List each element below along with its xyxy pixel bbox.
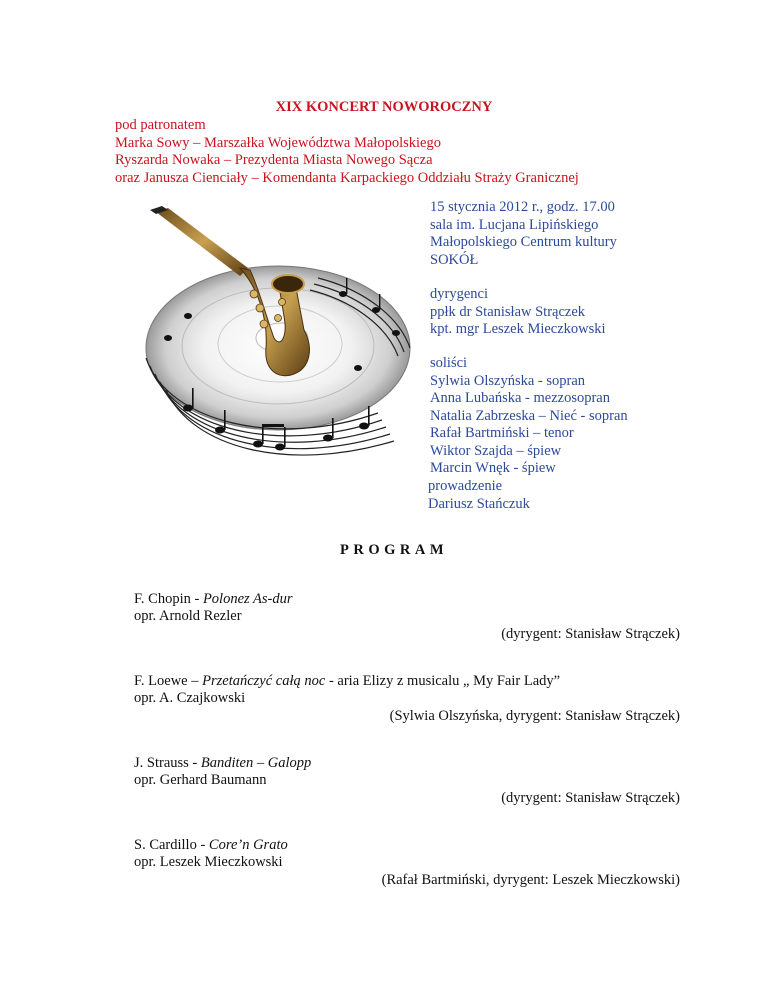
venue-block [430, 198, 617, 268]
hall-name: sala im. Lucjana Lipińskiego [430, 216, 599, 233]
work-title: Banditen – Galopp [200, 755, 312, 771]
program-item-4-performers: (Rafał Bartmiński, dyrygent: Leszek Mieczkowski) [381, 872, 680, 888]
patron-mayor: Ryszarda Nowaka – Prezydenta Miasta Nowego Sącza [115, 152, 433, 168]
host-block [428, 477, 530, 512]
soloist-3: Natalia Zabrzeska – Nieć - sopran [430, 407, 628, 424]
date-time: 15 stycznia 2012 r., godz. 17.00 [430, 199, 615, 215]
soloist-2: Anna Lubańska - mezzosopran [430, 390, 610, 406]
program-item-1-performers: (dyrygent: Stanisław Strączek) [501, 626, 680, 642]
program-item-2-arranger: opr. A. Czajkowski [134, 690, 246, 706]
program-item-1-title [134, 590, 293, 608]
program-item-4-arranger: opr. Leszek Mieczkowski [134, 854, 283, 870]
conductors-heading: dyrygenci [430, 286, 488, 302]
culture-center: Małopolskiego Centrum kultury [430, 234, 617, 250]
composer: J. Strauss - [134, 755, 201, 771]
program-item-4-title [134, 836, 288, 854]
patronage-intro: pod patronatem [115, 117, 206, 133]
soloist-1: Sylwia Olszyńska - sopran [430, 372, 586, 389]
work-extra: aria Elizy z musicalu „ My Fair Lady” [337, 673, 561, 689]
work-title: Core’n Grato [208, 837, 288, 853]
soloist-4: Rafał Bartmiński – tenor [430, 425, 574, 441]
patron-marshal: Marka Sowy – Marszałka Województwa Małopolskiego [115, 134, 441, 151]
soloist-6: Marcin Wnęk - śpiew [430, 460, 556, 476]
concert-title: XIX KONCERT NOWOROCZNY [275, 99, 493, 115]
program-item-3-title [134, 754, 311, 772]
soloists-heading: soliści [430, 355, 468, 371]
composer: F. Loewe – [134, 673, 203, 689]
composer: S. Cardillo - [134, 837, 209, 853]
program-heading: PROGRAM [340, 542, 449, 558]
composer: F. Chopin - [134, 591, 203, 607]
venue-name: SOKÓŁ [430, 251, 479, 268]
soloist-5: Wiktor Szajda – śpiew [430, 442, 562, 459]
host-name: Dariusz Stańczuk [428, 495, 530, 512]
work-title: Polonez As-dur [202, 591, 293, 607]
host-heading: prowadzenie [428, 478, 503, 494]
patron-commander: oraz Janusza Cienciały – Komendanta Karpackiego Oddziału Straży Granicznej [115, 169, 579, 186]
conductor-2: kpt. mgr Leszek Mieczkowski [430, 321, 606, 337]
program-item-1-arranger: opr. Arnold Rezler [134, 608, 242, 624]
work-title: Przetańczyć całą noc - [202, 673, 338, 689]
conductor-1: ppłk dr Stanisław Strączek [430, 303, 586, 320]
program-item-2-performers: (Sylwia Olszyńska, dyrygent: Stanisław Strączek) [389, 708, 680, 724]
program-item-3-performers: (dyrygent: Stanisław Strączek) [501, 790, 680, 806]
saxophone-illustration [128, 198, 418, 478]
conductors-block [430, 285, 606, 338]
soloists-block [430, 354, 628, 477]
program-item-2-title [134, 672, 560, 690]
patronage-block [115, 116, 579, 186]
program-item-3-arranger: opr. Gerhard Baumann [134, 772, 267, 788]
